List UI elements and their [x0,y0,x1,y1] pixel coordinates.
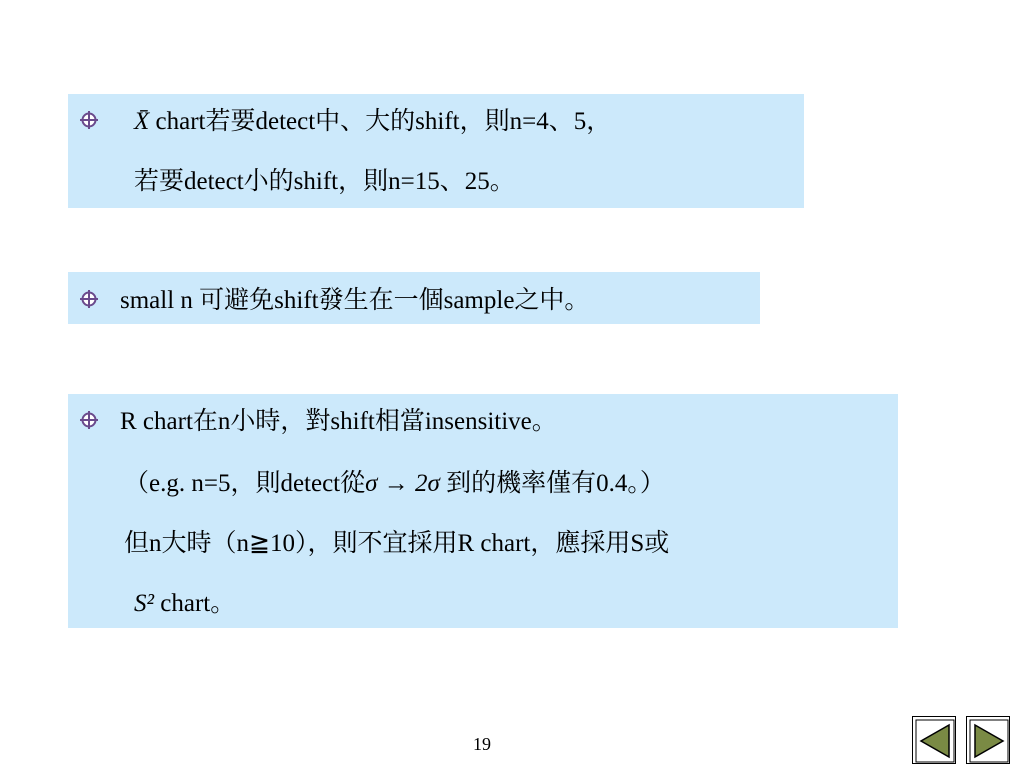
bullet-1-line-2-text: 若要detect小的shift，則n=15、25。 [134,168,515,195]
bullet-3-line-1 [120,406,557,438]
s-squared-symbol: S² [134,590,154,617]
bullet-1-line-1-text: chart若要detect中、大的shift，則n=4、5， [149,108,612,135]
triangle-right-icon [967,717,1011,765]
page-number: 19 [473,734,491,754]
bullet-3-line-4 [134,588,235,620]
bullet-3-line-2-post: 到的機率僅有0.4。） [439,470,665,497]
bullet-1-line-1 [134,106,611,138]
bullet-2-line-1-text: small n 可避免shift發生在一個sample之中。 [120,287,590,314]
triangle-left-icon [913,717,957,765]
bullet-3-line-3 [124,528,669,560]
bullet-3-line-4-text: chart。 [154,590,236,617]
crosshair-bullet-icon [80,111,98,129]
next-slide-button[interactable] [966,716,1010,764]
bullet-3-line-2-pre: （e.g. n=5，則detect從 [124,470,366,497]
bullet-3-line-2 [124,468,665,500]
crosshair-bullet-icon [80,411,98,429]
bullet-3-line-1-text: R chart在n小時，對shift相當insensitive。 [120,408,557,435]
sigma-expression: σ → 2σ [365,470,440,497]
bullet-3-line-3-text: 但n大時（n≧10），則不宜採用R chart，應採用S或 [124,530,670,557]
bullet-1-line-2 [134,166,515,198]
crosshair-bullet-icon [80,290,98,308]
xbar-symbol: X̄ [134,108,150,135]
bullet-2-line-1 [120,285,589,317]
previous-slide-button[interactable] [912,716,956,764]
